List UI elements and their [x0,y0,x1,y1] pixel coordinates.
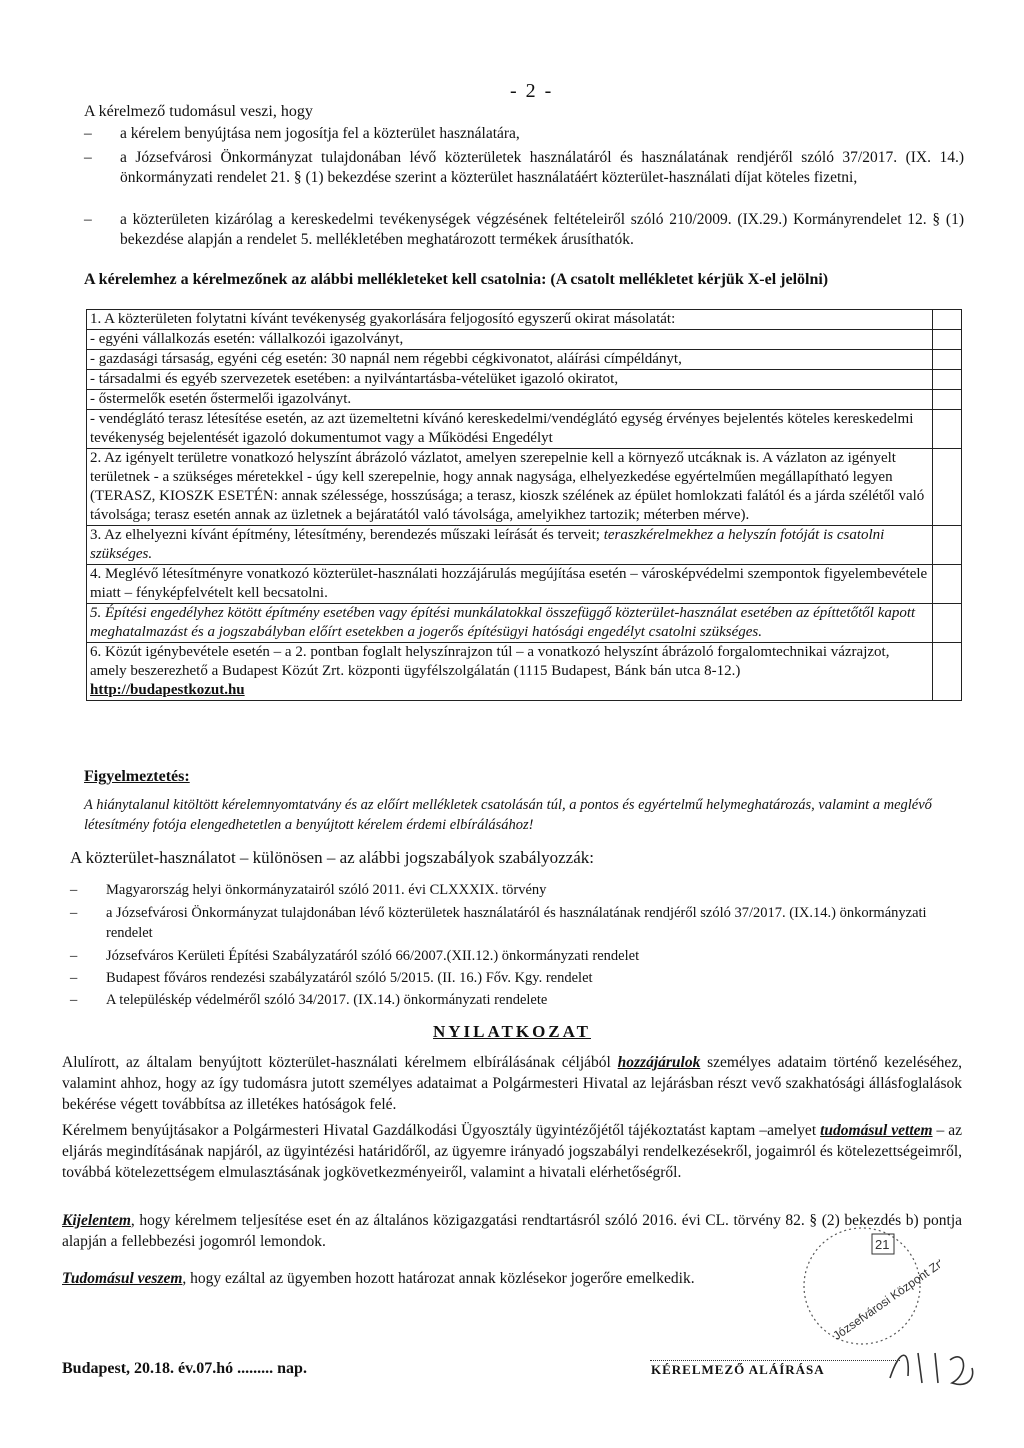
attachment-text: 1. A közterületen folytatni kívánt tevékenység gyakorlására feljogosító egyszerű okirat másolatát: [87,310,933,330]
checkbox-cell[interactable] [933,390,962,410]
table-row [87,410,962,449]
table-row [87,390,962,410]
table-row [87,370,962,390]
checkbox-cell[interactable] [933,370,962,390]
checkbox-cell[interactable] [933,526,962,565]
attachment-text: - őstermelők esetén őstermelői igazolványt. [87,390,933,410]
kozut-link[interactable]: http://budapestkozut.hu [90,682,245,698]
attachment-text: - társadalmi és egyéb szervezetek esetében: a nyilvántartásba-vételüket igazoló okiratot, [87,370,933,390]
declaration-paragraph: Kérelmem benyújtásakor a Polgármesteri Hivatal Gazdálkodási Ügyosztály ügyintézőjétől tájékoztatást kaptam –amelyet tudomásul vettem – az eljárás megindításának napjáról, az ügyintézési határidőről, az ügyemre irányadó jogszabályi rendelkezésekről, jogaimról és kötelezettségeimről, továbbá kötelezettségem elmulasztásának jogkövetkezményeiről, valamint a hivatali elérhetőségről. [62,1122,963,1181]
checkbox-cell[interactable] [933,310,962,330]
attachments-table [86,309,962,701]
checkbox-cell[interactable] [933,350,962,370]
law-item: – Józsefváros Kerületi Építési Szabályzatáról szóló 66/2007.(XII.12.) önkormányzati rendelet [70,948,640,964]
law-item: – A településkép védelméről szóló 34/2017. (IX.14.) önkormányzati rendelete [70,992,548,1008]
table-row [87,643,962,701]
intro-text: A kérelmező tudomásul veszi, hogy [84,103,313,120]
table-row [87,350,962,370]
signature-line [650,1360,900,1361]
checkbox-cell[interactable] [933,565,962,604]
ack-item: – a közterületen kizárólag a kereskedelmi tevékenységek végzésének feltételeiről szóló 210/2009. (IX.29.) Kormányrendelet 12. § (1) bekezdése alapján a rendelet 5. mellékletében meghatározott termékek árusíthatók. [84,211,964,248]
checkbox-cell[interactable] [933,604,962,643]
svg-text:Józsefvárosi Központ Zrt.: Józsefvárosi Központ Zrt. [830,1253,940,1343]
warning-title: Figyelmeztetés: [84,768,190,785]
declaration-paragraph: Tudomásul veszem, hogy ezáltal az ügyemben hozott határozat annak közlésekor jogerőre emelkedik. [62,1270,695,1287]
law-item: – a Józsefvárosi Önkormányzat tulajdonában lévő közterületek használatáról és használatának rendjéről szóló 37/2017. (IX.14.) önkormányzati rendelet [70,905,927,941]
table-row [87,565,962,604]
law-item: – Budapest főváros rendezési szabályzatáról szóló 5/2015. (II. 16.) Főv. Kgy. rendelet [70,970,593,986]
attachment-text: - vendéglátó terasz létesítése esetén, az azt üzemeltetni kívánó kereskedelmi/vendéglátó egység érvényes bejelentés köteles kereskedelmi tevékenység bejelentését igazoló dokumentumot vagy a Működési Engedélyt [87,410,933,449]
declaration-paragraph: Alulírott, az általam benyújtott közterület-használati kérelmem elbírálásának céljából hozzájárulok személyes adataim történő kezeléséhez, valamint ahhoz, hogy az így tudomásra jutott személyes adataimat a Polgármesteri Hivatal az lejárásban részt vevő szakhatósági állásfoglalások bekérése végett továbbítsa az illetékes hatóságok felé. [62,1054,962,1113]
svg-text:21: 21 [875,1237,890,1252]
checkbox-cell[interactable] [933,410,962,449]
attachment-text: 6. Közút igénybevétele esetén – a 2. pontban foglalt helyszínrajzon túl – a vonatkozó helyszínt ábrázoló forgalomtechnikai vázrajzot, amely beszerezhető a Budapest Közút Zrt. központi ügyfélszolgálatán (1115 Budapest, Bánk bán utca 8-12.) http://budapestkozut.hu [87,643,933,701]
signature-label: KÉRELMEZŐ ALÁÍRÁSA [651,1362,825,1377]
attachment-text: 4. Meglévő létesítményre vonatkozó közterület-használati hozzájárulás megújítása esetén – városképvédelmi szempontok figyelembevétele miatt – fényképfelvételt kell becsatolni. [87,565,933,604]
checkbox-cell[interactable] [933,449,962,526]
attachment-text: - gazdasági társaság, egyéni cég esetén: 30 napnál nem régebbi cégkivonatot, aláírási címpéldányt, [87,350,933,370]
warning-text: A hiánytalanul kitöltött kérelemnyomtatvány és az előírt mellékletek csatolásán túl, a pontos és egyértelmű helymeghatározás, valamint a meglévő létesítmény fotója elengedhetetlen a benyújtott kérelem érdemi elbírálásához! [84,797,932,833]
handwritten-signature [880,1338,1000,1403]
place-date: Budapest, 20.18. év.07.hó ......... nap. [62,1360,307,1377]
rules-heading: A közterület-használatot – különösen – az alábbi jogszabályok szabályozzák: [70,848,594,867]
table-row [87,526,962,565]
attachments-heading: A kérelemhez a kérelmezőnek az alábbi mellékleteket kell csatolnia: (A csatolt mellékletet kérjük X-el jelölni) [84,271,829,288]
checkbox-cell[interactable] [933,330,962,350]
ack-item: – a Józsefvárosi Önkormányzat tulajdonában lévő közterületek használatáról és használatának rendjéről szóló 37/2017. (IX. 14.) önkormányzati rendelet 21. § (1) bekezdése szerint a közterület használatáért közterület-használati díjat köteles fizetni, [84,149,964,186]
attachment-text: 3. Az elhelyezni kívánt építmény, létesítmény, berendezés műszaki leírását és terveit; teraszkérelmekhez a helyszín fotóját is csatolni szükséges. [87,526,933,565]
table-row [87,310,962,330]
checkbox-cell[interactable] [933,643,962,701]
table-row [87,449,962,526]
attachment-text: 2. Az igényelt területre vonatkozó helyszínt ábrázoló vázlatot, amelyen szerepelnie kell a környező utcáknak is. A vázlaton az igényelt területnek - a szükséges méretekkel - úgy kell szerepelnie, hogy annak nagysága, elhelyezkedése egyértelműen megállapítható legyen (TERASZ, KIOSZK ESETÉN: annak szélessége, hosszúsága; a terasz, kioszk szélének az épület homlokzati falától és a járda szélétől való távolsága; terasz esetén annak az üzletnek a bejáratától való távolsága, amelyikhez tartozik; méterben mérve). [87,449,933,526]
declaration-title: NYILATKOZAT [432,1022,591,1041]
attachment-text: 5. Építési engedélyhez kötött építmény esetében vagy építési munkálatokkal összefüggő közterület-használat esetében az építtetőtől kapott meghatalmazást és a jogszabályban előírt esetekben a jogerős építésügyi hatósági engedélyt csatolni szükséges. [87,604,933,643]
table-row [87,604,962,643]
law-item: – Magyarország helyi önkormányzatairól szóló 2011. évi CLXXXIX. törvény [70,882,547,898]
ack-item: – a kérelem benyújtása nem jogosítja fel a közterület használatára, [84,125,520,142]
table-row [87,330,962,350]
attachment-text: - egyéni vállalkozás esetén: vállalkozói igazolványt, [87,330,933,350]
declaration-paragraph: Kijelentem, hogy kérelmem teljesítése eset én az általános közigazgatási rendtartásról szóló 2016. évi CL. törvény 82. § (2) bekezdés b) pontja alapján a fellebbezési jogomról lemondok. [62,1212,962,1250]
page-number: - 2 - [510,80,554,102]
